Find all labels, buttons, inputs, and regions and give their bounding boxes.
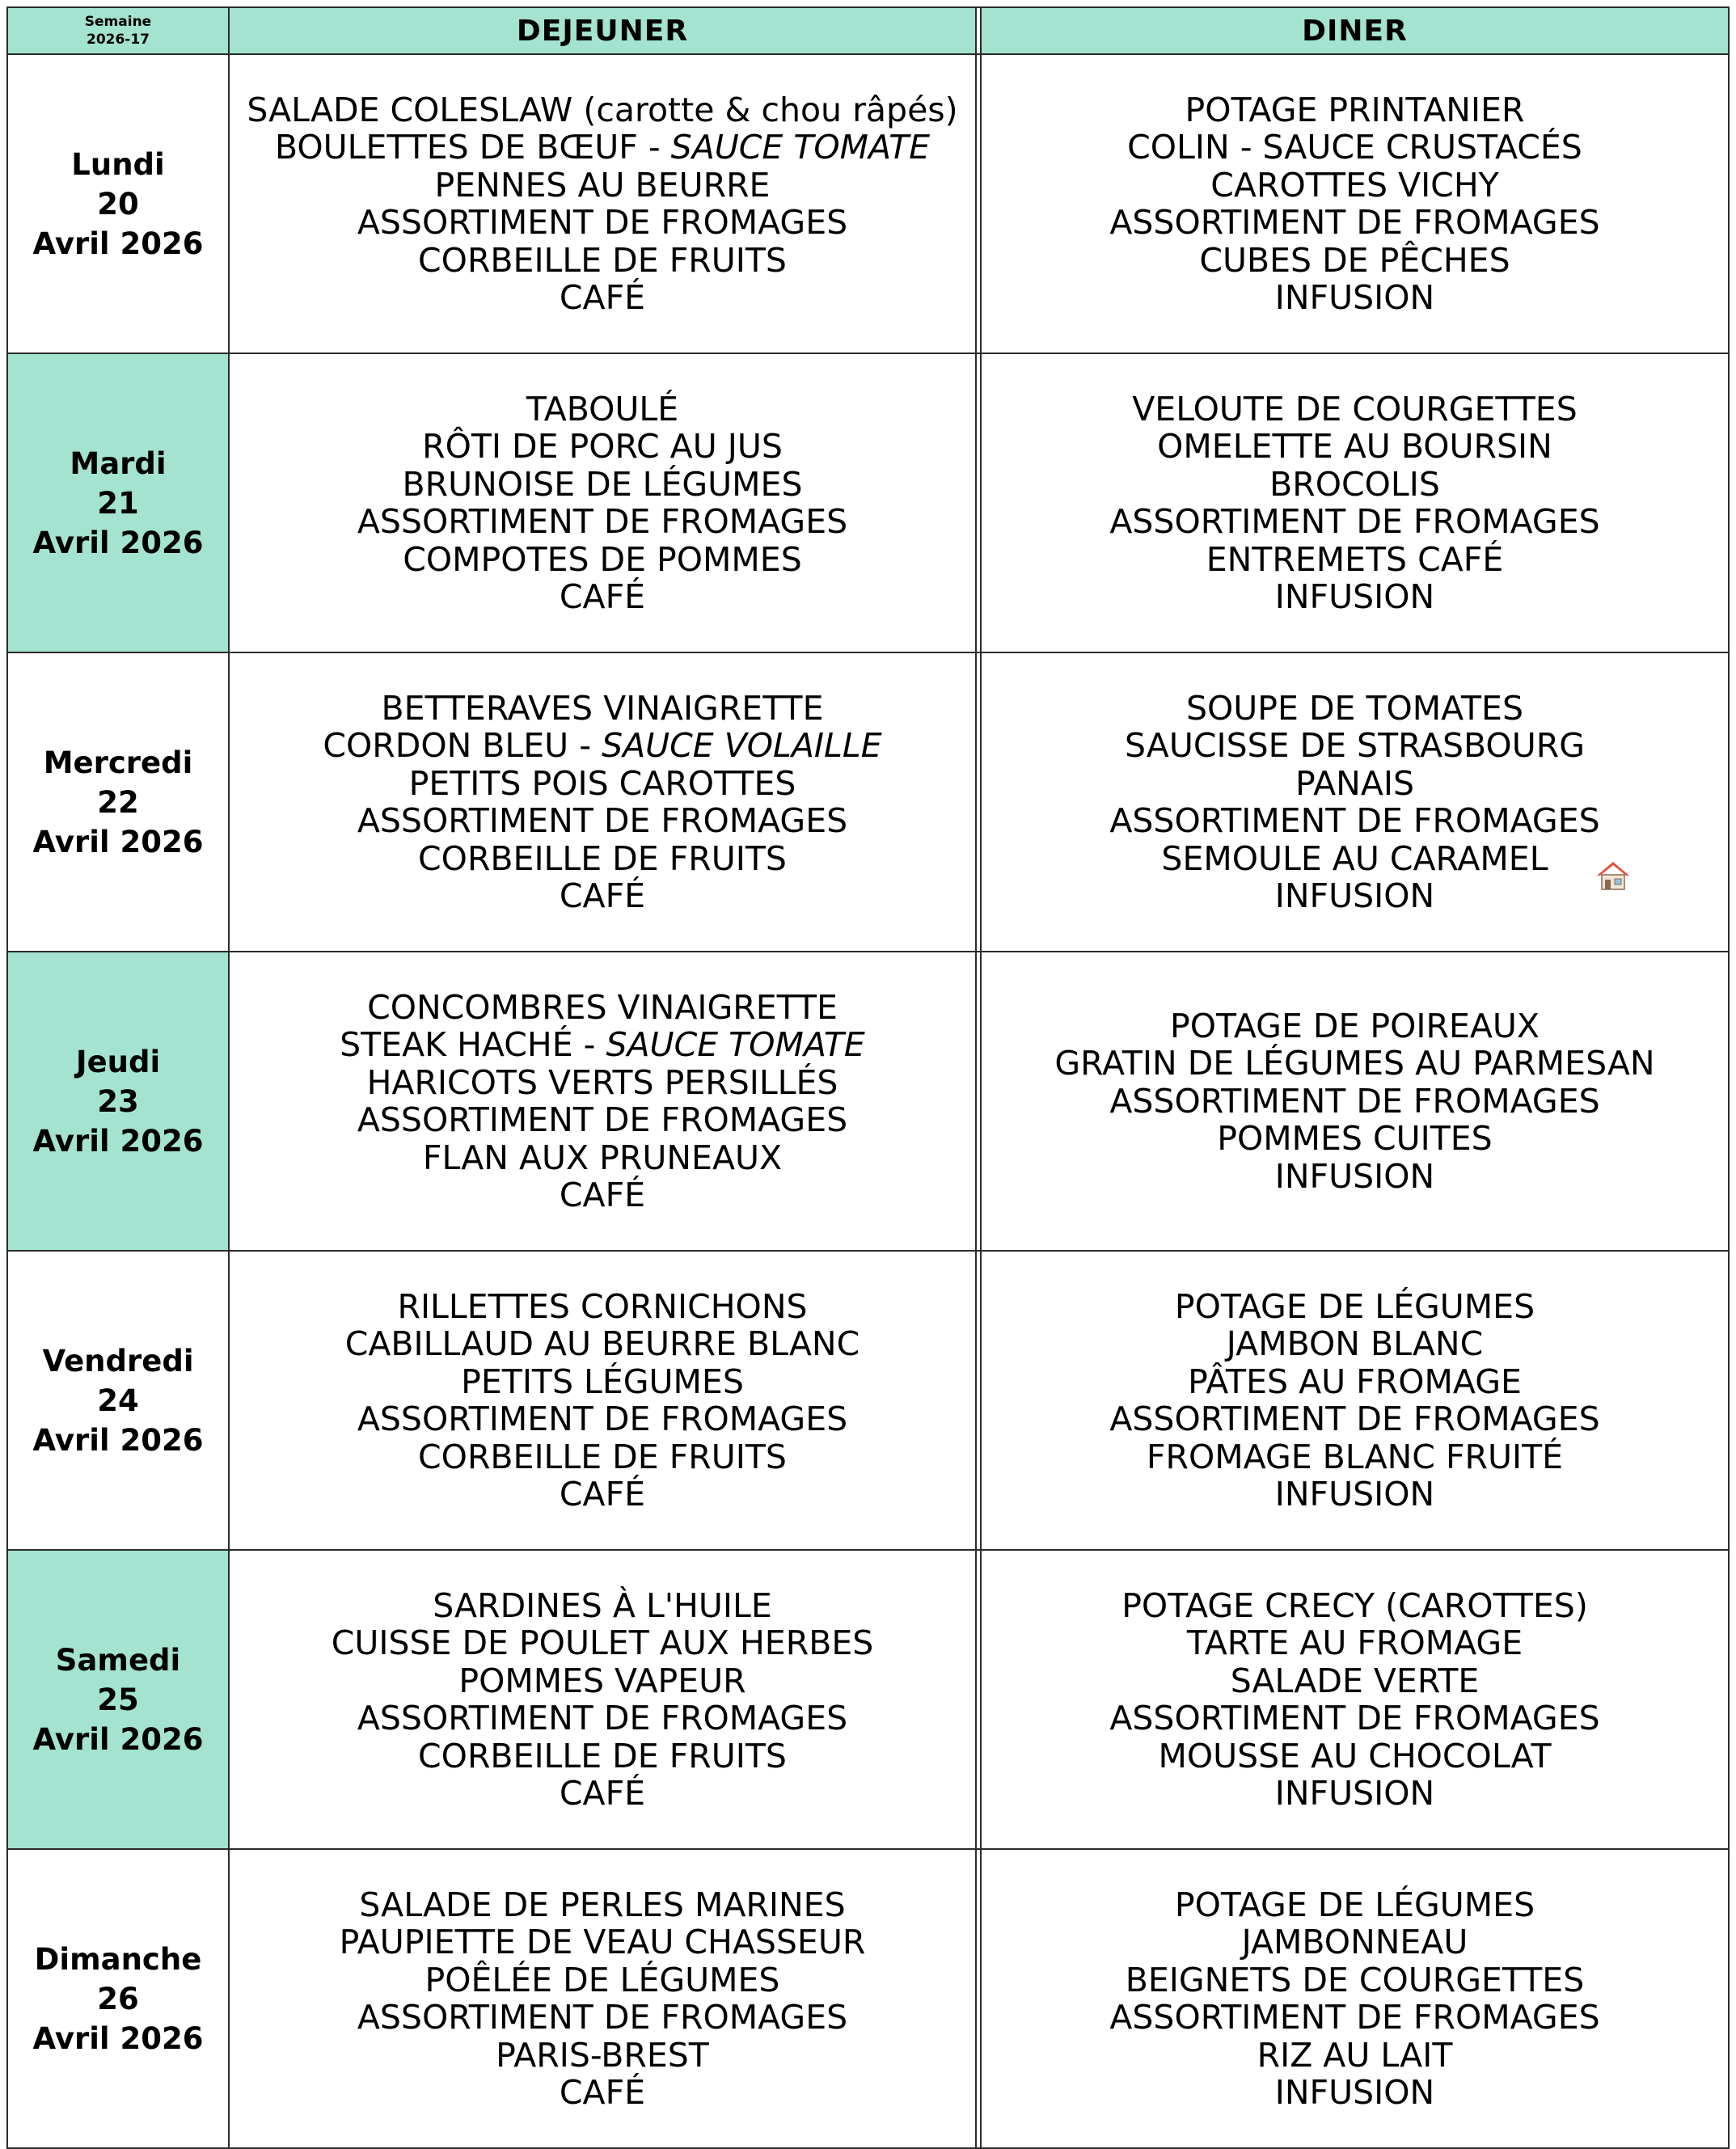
lunch-dish [230,989,975,1027]
lunch-dish [230,279,975,317]
lunch-dish [230,1400,975,1438]
dish-text: PETITS LÉGUMES [461,1362,744,1401]
dish-text: POÊLÉE DE LÉGUMES [424,1960,780,1999]
dinner-header: DINER [981,7,1729,54]
dish-text: CORDON BLEU - [323,726,602,765]
dish-text: RILLETTES CORNICHONS [397,1286,808,1326]
dish-text: SALADE DE PERLES MARINES [359,1885,846,1924]
lunch-cell [229,952,976,1251]
dinner-dish [982,2037,1728,2075]
dish-text: CUBES DE PÊCHES [1199,240,1510,280]
day-name: Mercredi [43,745,193,780]
day-date: 24 [97,1383,139,1418]
dish-text: BETTERAVES VINAIGRETTE [381,688,824,728]
lunch-dish [230,204,975,242]
dish-text: SAUCISSE DE STRASBOURG [1125,726,1585,765]
lunch-cell [229,652,976,952]
day-cell [7,652,229,952]
dish-text: CAFÉ [559,1176,646,1214]
dish-text: ASSORTIMENT DE FROMAGES [1109,502,1600,541]
house-icon [1595,859,1631,892]
day-month-year: Avril 2026 [32,1422,204,1458]
dinner-dish [982,541,1728,579]
dish-text: ASSORTIMENT DE FROMAGES [357,1998,848,2037]
lunch-dish [230,1101,975,1139]
dish-text: VELOUTE DE COURGETTES [1132,389,1578,429]
dish-text: ASSORTIMENT DE FROMAGES [1109,1998,1600,2037]
dish-text: INFUSION [1274,1475,1435,1514]
dish-text: ENTREMETS CAFÉ [1206,539,1504,579]
dish-text: POTAGE CRECY (CAROTTES) [1121,1585,1588,1625]
day-row [7,652,1729,952]
dish-text: BRUNOISE DE LÉGUMES [402,464,803,504]
lunch-dish [230,765,975,803]
dish-text: RIZ AU LAIT [1257,2035,1453,2075]
dish-text: PENNES AU BEURRE [434,165,771,205]
lunch-dish [230,1325,975,1363]
dinner-cell [981,1251,1729,1550]
dinner-dish [982,802,1728,840]
dish-sauce: SAUCE VOLAILLE [602,726,882,765]
dinner-dish [982,1120,1728,1158]
dish-text: CAROTTES VICHY [1210,165,1499,205]
dinner-dish [982,727,1728,765]
day-row [7,952,1729,1251]
dinner-dish [982,242,1728,280]
dish-text: INFUSION [1274,278,1435,317]
lunch-dish [230,503,975,541]
lunch-dish [230,1662,975,1700]
dinner-dish [982,1288,1728,1326]
day-cell [7,54,229,353]
lunch-dish [230,428,975,466]
day-month-year: Avril 2026 [32,824,204,859]
lunch-dish [230,1775,975,1813]
day-name: Vendredi [42,1343,194,1378]
dinner-dish [982,1624,1728,1662]
dinner-dish [982,279,1728,317]
lunch-dish [230,727,975,765]
day-month-year: Avril 2026 [32,1123,204,1159]
day-date: 20 [97,186,139,222]
lunch-dish [230,1587,975,1625]
day-cell [7,1550,229,1849]
dinner-dish [982,503,1728,541]
lunch-cell [229,54,976,353]
day-cell [7,952,229,1251]
day-month-year: Avril 2026 [32,1721,204,1757]
day-date: 22 [97,784,139,820]
dinner-cell [981,1849,1729,2148]
dish-text: POMMES VAPEUR [458,1661,746,1700]
dish-text: INFUSION [1274,1156,1435,1196]
dish-text: OMELETTE AU BOURSIN [1157,427,1552,466]
dish-text: SALADE VERTE [1230,1661,1480,1700]
dish-text: FLAN AUX PRUNEAUX [422,1138,783,1177]
dinner-dish [982,1476,1728,1514]
dish-text: BOULETTES DE BŒUF - [274,128,671,167]
dinner-dish [982,1438,1728,1476]
lunch-dish [230,1961,975,1999]
dinner-dish [982,765,1728,803]
lunch-dish [230,1737,975,1775]
dinner-dish [982,578,1728,616]
lunch-dish [230,2074,975,2112]
day-cell [7,353,229,652]
dish-text: CAFÉ [559,1774,646,1813]
dinner-dish [982,1587,1728,1625]
day-cell [7,1849,229,2148]
lunch-dish [230,391,975,429]
dinner-dish [982,1045,1728,1083]
dish-text: ASSORTIMENT DE FROMAGES [357,203,848,242]
dish-text: TABOULÉ [526,389,679,429]
dinner-dish [982,1999,1728,2037]
lunch-dish [230,1886,975,1924]
dish-text: PANAIS [1295,763,1414,803]
dish-text: ASSORTIMENT DE FROMAGES [357,502,848,541]
weekly-menu-table [6,6,1730,2149]
dish-text: CUISSE DE POULET AUX HERBES [331,1623,874,1662]
lunch-dish [230,541,975,579]
dinner-dish [982,167,1728,205]
lunch-header: DEJEUNER [229,7,976,54]
dish-text: PETITS POIS CAROTTES [408,763,796,803]
lunch-dish [230,802,975,840]
dish-text: COMPOTES DE POMMES [403,539,802,579]
dish-sauce: SAUCE TOMATE [606,1025,865,1064]
dish-text: POMMES CUITES [1217,1119,1493,1159]
day-row [7,353,1729,652]
day-name: Mardi [70,445,167,481]
dinner-dish [982,391,1728,429]
day-cell [7,1251,229,1550]
week-number: 2026-17 [86,32,150,48]
lunch-dish [230,690,975,728]
lunch-dish [230,1139,975,1177]
dish-text: CORBEILLE DE FRUITS [418,1736,787,1775]
dinner-dish [982,129,1728,167]
dish-sauce: SAUCE TOMATE [670,128,931,167]
dish-text: CAFÉ [559,1475,646,1514]
dish-text: BEIGNETS DE COURGETTES [1125,1960,1585,1999]
dish-text: PÂTES AU FROMAGE [1188,1362,1522,1401]
lunch-dish [230,1064,975,1102]
dish-text: CABILLAUD AU BEURRE BLANC [344,1324,860,1363]
lunch-dish [230,2037,975,2075]
dinner-dish [982,1961,1728,1999]
dinner-dish [982,1400,1728,1438]
dish-text: POTAGE DE LÉGUMES [1174,1885,1535,1924]
dish-text: TARTE AU FROMAGE [1186,1623,1523,1662]
dinner-dish [982,466,1728,504]
dish-text: GRATIN DE LÉGUMES AU PARMESAN [1054,1044,1655,1083]
dish-text: ASSORTIMENT DE FROMAGES [1109,1699,1600,1737]
dinner-dish [982,1363,1728,1401]
lunch-dish [230,466,975,504]
dish-text: PAUPIETTE DE VEAU CHASSEUR [339,1923,866,1961]
dish-text: CAFÉ [559,278,646,317]
day-month-year: Avril 2026 [32,2020,204,2056]
day-name: Lundi [71,146,165,182]
dish-text: BROCOLIS [1269,464,1440,504]
dish-text: JAMBON BLANC [1226,1324,1484,1363]
dish-text: ASSORTIMENT DE FROMAGES [1109,1400,1600,1438]
dish-text: ASSORTIMENT DE FROMAGES [1109,203,1600,242]
dinner-dish [982,1775,1728,1813]
day-date: 25 [97,1682,139,1717]
dish-text: INFUSION [1274,2073,1435,2112]
day-name: Samedi [55,1642,181,1678]
lunch-dish [230,1363,975,1401]
dish-text: CAFÉ [559,577,646,616]
dinner-dish [982,1923,1728,1961]
day-row [7,1550,1729,1849]
dish-text: CORBEILLE DE FRUITS [418,1437,787,1476]
dinner-dish [982,1699,1728,1737]
dish-text: CORBEILLE DE FRUITS [418,240,787,280]
dish-text: POTAGE PRINTANIER [1185,90,1525,129]
dish-text: ASSORTIMENT DE FROMAGES [1109,801,1600,840]
day-date: 21 [97,485,139,521]
day-month-year: Avril 2026 [32,226,204,261]
day-name: Jeudi [75,1044,161,1079]
lunch-dish [230,1624,975,1662]
dinner-cell [981,353,1729,652]
week-cell [7,7,229,54]
dish-text: COLIN - SAUCE CRUSTACÉS [1127,128,1582,167]
lunch-dish [230,1476,975,1514]
lunch-dish [230,1288,975,1326]
dish-text: HARICOTS VERTS PERSILLÉS [366,1062,838,1102]
dinner-dish [982,1886,1728,1924]
dish-text: CAFÉ [559,876,646,915]
day-row [7,1849,1729,2148]
dish-text: ASSORTIMENT DE FROMAGES [357,1100,848,1139]
dish-text: INFUSION [1274,577,1435,616]
lunch-dish [230,129,975,167]
dinner-cell [981,54,1729,353]
dish-text: POTAGE DE POIREAUX [1169,1006,1540,1045]
dinner-dish [982,1083,1728,1121]
lunch-dish [230,1699,975,1737]
lunch-dish [230,242,975,280]
week-label: Semaine [84,14,152,30]
day-month-year: Avril 2026 [32,525,204,560]
dish-text: CONCOMBRES VINAIGRETTE [367,987,838,1027]
dinner-cell [981,652,1729,952]
lunch-cell [229,1849,976,2148]
day-date: 26 [97,1981,139,2016]
dish-text: ASSORTIMENT DE FROMAGES [1109,1081,1600,1121]
day-row [7,54,1729,353]
lunch-dish [230,1176,975,1214]
lunch-cell [229,1550,976,1849]
dinner-dish [982,1007,1728,1045]
lunch-dish [230,1026,975,1064]
dish-text: JAMBONNEAU [1241,1923,1468,1961]
dinner-dish [982,1325,1728,1363]
dish-text: ASSORTIMENT DE FROMAGES [357,1699,848,1737]
lunch-dish [230,877,975,915]
dinner-dish [982,1158,1728,1196]
header-row [7,7,1729,54]
dish-text: FROMAGE BLANC FRUITÉ [1146,1437,1564,1476]
day-name: Dimanche [34,1941,202,1977]
lunch-cell [229,353,976,652]
dish-text: SEMOULE AU CARAMEL [1161,838,1548,878]
lunch-dish [230,578,975,616]
lunch-dish [230,1999,975,2037]
dinner-dish [982,91,1728,129]
dish-text: SARDINES À L'HUILE [433,1585,772,1625]
dinner-dish [982,2074,1728,2112]
dish-text: RÔTI DE PORC AU JUS [422,427,783,466]
dinner-dish [982,1662,1728,1700]
lunch-dish [230,1923,975,1961]
dinner-dish [982,428,1728,466]
dish-text: SOUPE DE TOMATES [1185,688,1523,728]
dinner-dish [982,1737,1728,1775]
day-row [7,1251,1729,1550]
day-date: 23 [97,1083,139,1119]
lunch-dish [230,91,975,129]
dish-text: MOUSSE AU CHOCOLAT [1158,1736,1552,1775]
lunch-dish [230,1438,975,1476]
dish-text: CAFÉ [559,2073,646,2112]
dish-text: STEAK HACHÉ - [340,1025,606,1064]
dinner-cell [981,952,1729,1251]
dish-text: POTAGE DE LÉGUMES [1174,1286,1535,1326]
dish-text: ASSORTIMENT DE FROMAGES [357,1400,848,1438]
dish-text: SALADE COLESLAW (carotte & chou râpés) [247,90,958,129]
lunch-dish [230,167,975,205]
dish-text: INFUSION [1274,1774,1435,1813]
dish-text: CORBEILLE DE FRUITS [418,838,787,878]
dinner-dish [982,204,1728,242]
dinner-dish [982,690,1728,728]
dish-text: ASSORTIMENT DE FROMAGES [357,801,848,840]
dinner-cell [981,1550,1729,1849]
lunch-dish [230,840,975,878]
lunch-cell [229,1251,976,1550]
dish-text: INFUSION [1274,876,1435,915]
dish-text: PARIS-BREST [496,2035,709,2075]
